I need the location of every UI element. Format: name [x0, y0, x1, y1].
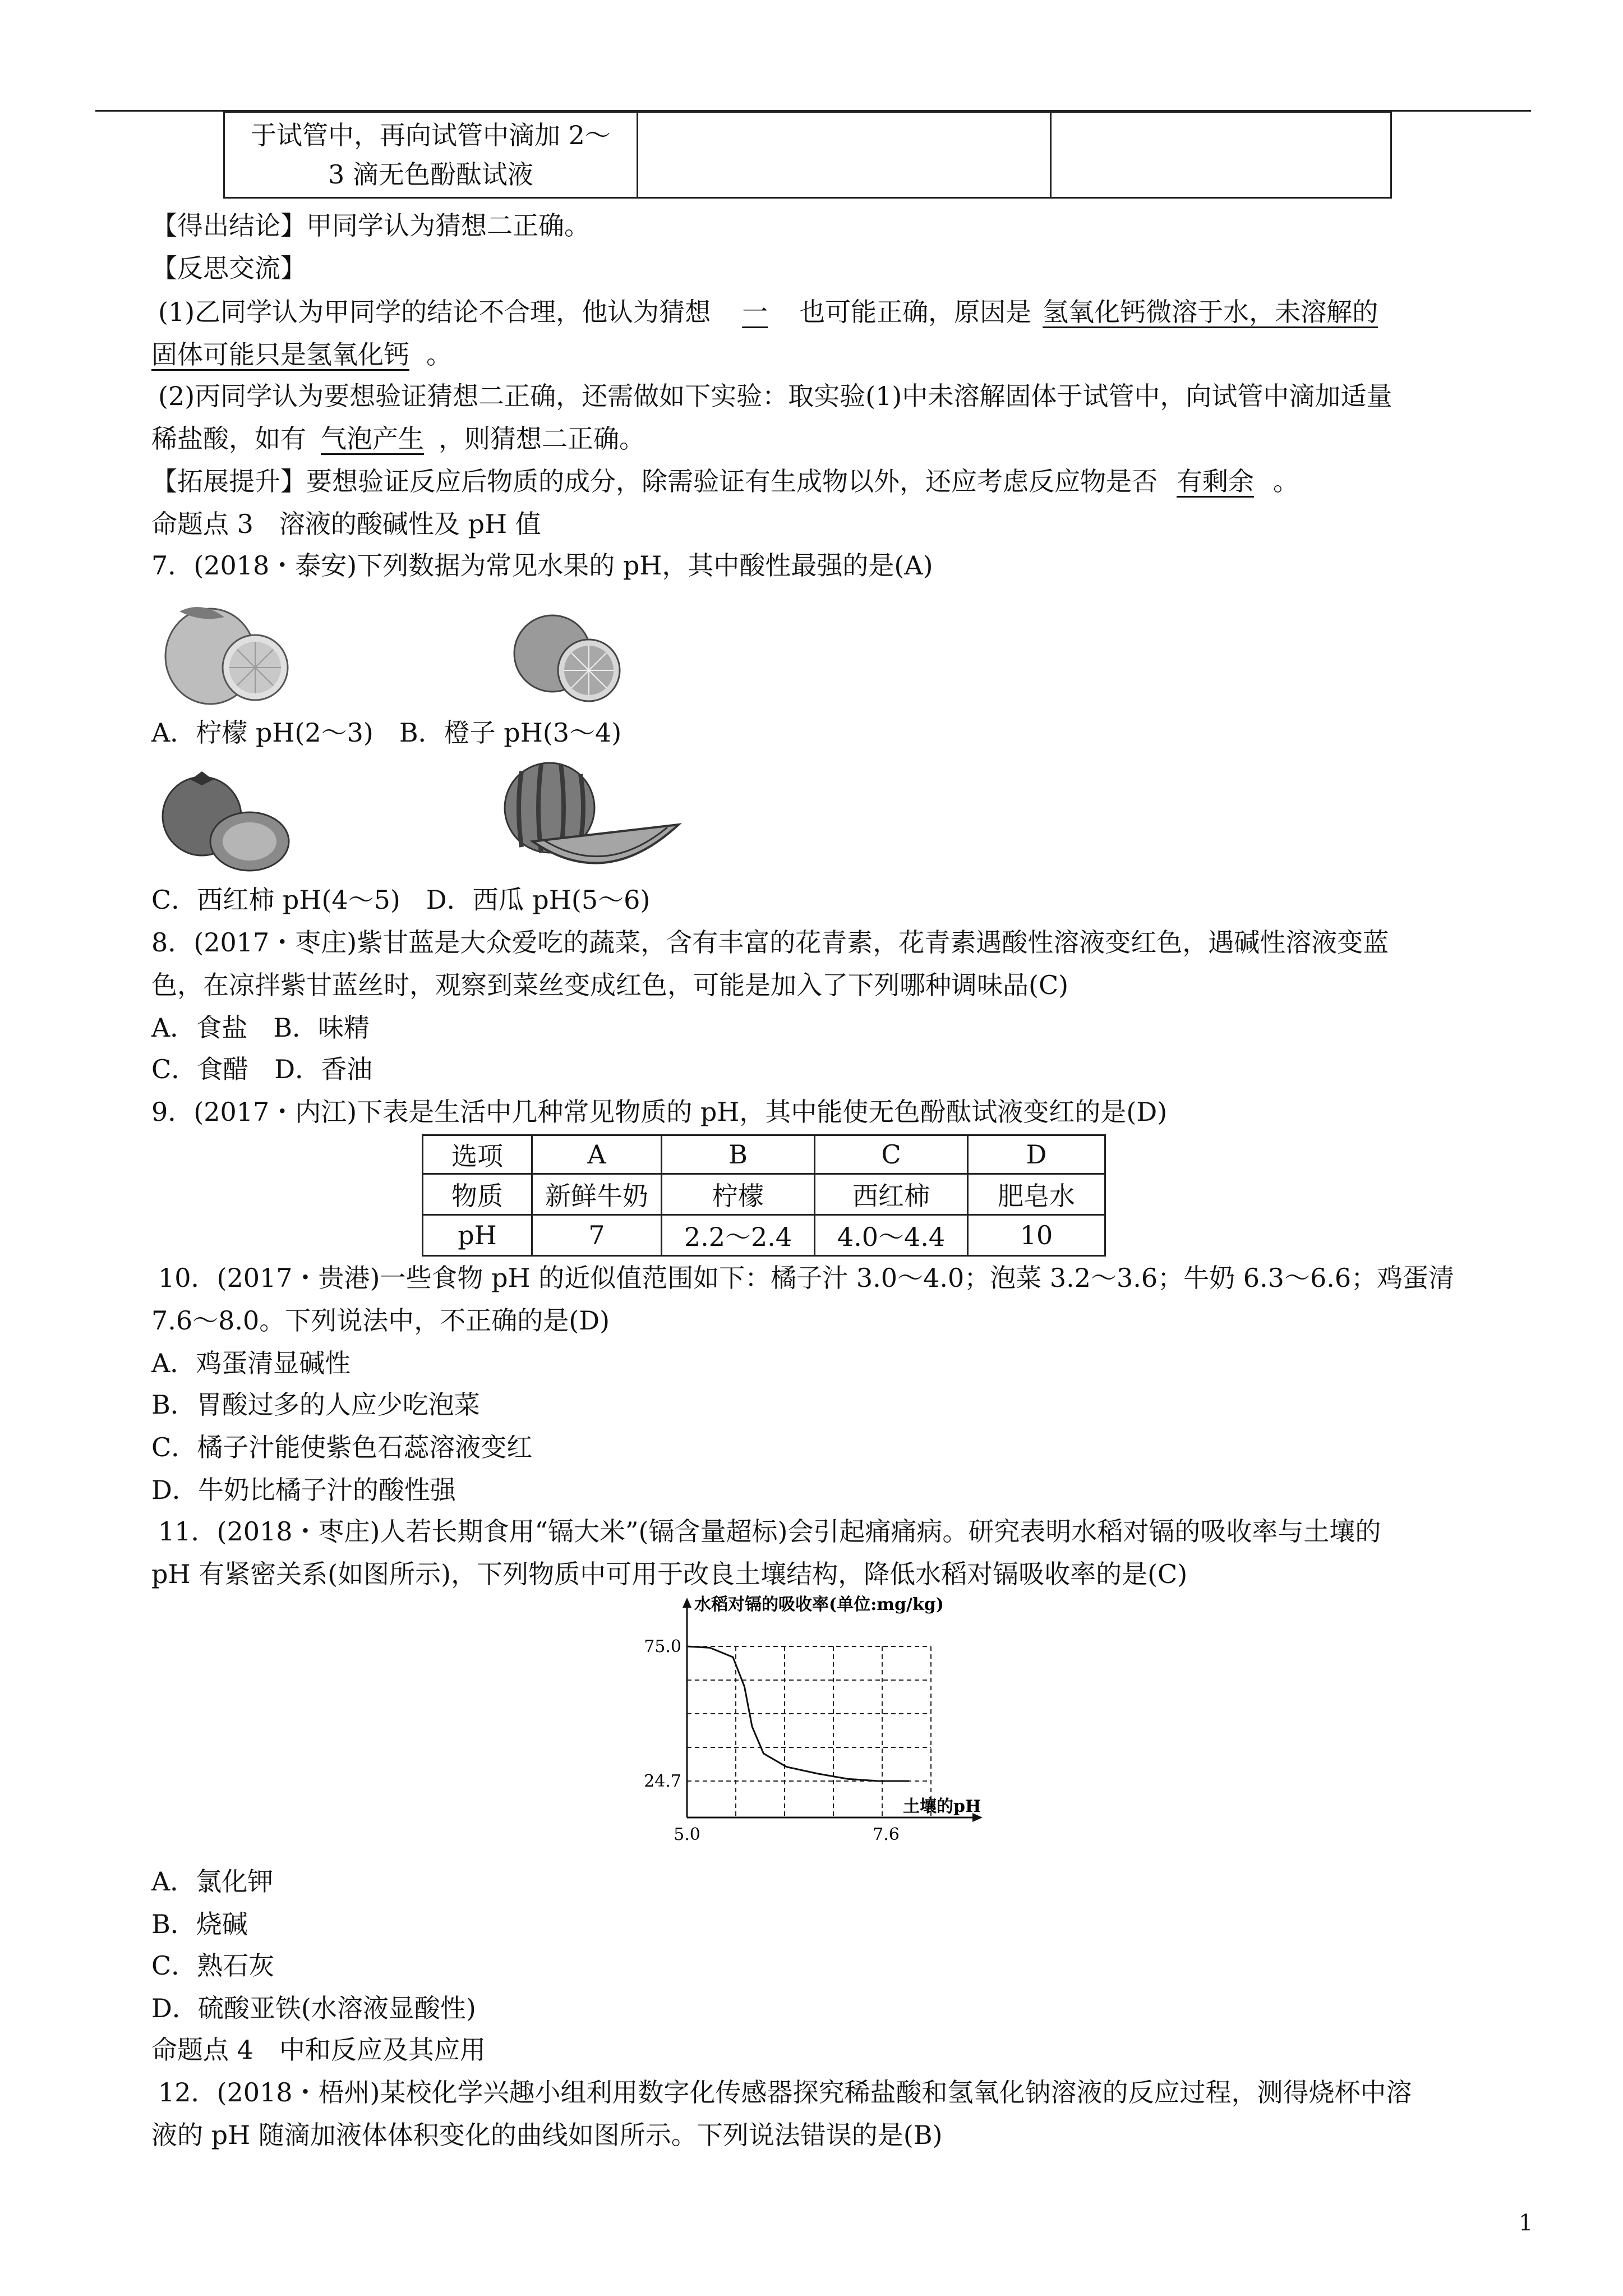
question-12-line2: 液的 pH 随滴加液体体积变化的曲线如图所示。下列说法错误的是(B) — [151, 2120, 943, 2150]
x-tick-label: 7.6 — [873, 1825, 900, 1844]
table-cell-conclusion — [1051, 112, 1391, 198]
orange-image — [510, 606, 623, 707]
question-11-line1: 11．(2018・枣庄)人若长期食用“镉大米”(镉含量超标)会引起痛痛病。研究表明水稻对镉的吸收率与土壤的 — [158, 1516, 1381, 1547]
question-11-line2: pH 有紧密关系(如图所示)，下列物质中可用于改良土壤结构，降低水稻对镉吸收率的是(C) — [151, 1559, 1188, 1589]
table-cell: D — [968, 1135, 1105, 1174]
x-tick-label: 5.0 — [674, 1825, 700, 1844]
answer-blank: 气泡产生 — [321, 424, 424, 454]
text: 也可能正确，原因是 — [799, 297, 1032, 327]
answer-blank: 有剩余 — [1177, 466, 1254, 496]
y-axis-label: 水稻对镉的吸收率(单位:mg/kg) — [694, 1595, 944, 1614]
table-cell: 10 — [968, 1215, 1105, 1256]
y-tick-label: 75.0 — [644, 1637, 681, 1657]
section-label: 【拓展提升】 — [151, 466, 306, 496]
table-cell: B — [662, 1135, 815, 1174]
table-cell: 西红柿 — [815, 1174, 968, 1215]
lemon-image — [157, 595, 292, 707]
chart-grid — [687, 1646, 931, 1818]
y-axis-arrow — [683, 1598, 691, 1608]
conclusion-text: 甲同学认为猜想二正确。 — [306, 210, 590, 241]
y-tick-label: 24.7 — [644, 1772, 681, 1791]
text: (1)乙同学认为甲同学的结论不合理，他认为猜想 — [158, 297, 711, 327]
table-cell: 肥皂水 — [968, 1174, 1105, 1215]
table-cell: 物质 — [423, 1174, 532, 1215]
question-8-line2: 色，在凉拌紫甘蓝丝时，观察到菜丝变成红色，可能是加入了下列哪种调味品(C) — [151, 970, 1069, 1000]
question-11-option-d: D．硫酸亚铁(水溶液显酸性) — [151, 1993, 476, 2023]
table-cell: 新鲜牛奶 — [532, 1174, 662, 1215]
text: ，则猜想二正确。 — [439, 424, 645, 454]
text: 稀盐酸，如有 — [151, 424, 306, 454]
question-7-stem: 7．(2018・泰安)下列数据为常见水果的 pH，其中酸性最强的是(A) — [151, 550, 933, 581]
question-10-line1: 10．(2017・贵港)一些食物 pH 的近似值范围如下：橘子汁 3.0～4.0；泡菜 3.2～3.6；牛奶 6.3～6.6；鸡蛋清 — [158, 1263, 1455, 1293]
table-cell: 7 — [532, 1215, 662, 1256]
answer-blank: 氢氧化钙微溶于水，未溶解的 — [1043, 297, 1378, 327]
table-cell: A — [532, 1135, 662, 1174]
x-axis-label: 土壤的pH — [903, 1797, 981, 1816]
table-cell: 柠檬 — [662, 1174, 815, 1215]
reflection-q2-line2 — [151, 417, 1525, 460]
watermelon-image — [499, 757, 684, 875]
table-cell-operation — [224, 112, 638, 198]
question-10-option-d: D．牛奶比橘子汁的酸性强 — [151, 1475, 456, 1505]
section-heading-3: 命题点 3 溶液的酸碱性及 pH 值 — [151, 509, 541, 539]
question-10-line2: 7.6～8.0。下列说法中，不正确的是(D) — [151, 1305, 610, 1336]
table-cell: 2.2～2.4 — [662, 1215, 815, 1256]
reflection-label: 【反思交流】 — [151, 253, 306, 283]
ph-table — [422, 1134, 1106, 1257]
experiment-table-fragment — [223, 111, 1392, 199]
question-9-stem: 9．(2017・内江)下表是生活中几种常见物质的 pH，其中能使无色酚酞试液变红的是(D) — [151, 1097, 1168, 1127]
table-cell: 选项 — [423, 1135, 532, 1174]
question-10-option-b: B．胃酸过多的人应少吃泡菜 — [151, 1389, 480, 1420]
table-row — [423, 1174, 1105, 1215]
table-cell-line: 于试管中，再向试管中滴加 2～ — [251, 120, 611, 150]
question-10-option-c: C．橘子汁能使紫色石蕊溶液变红 — [151, 1432, 533, 1462]
tomato-image — [157, 763, 292, 875]
question-11-option-b: B．烧碱 — [151, 1909, 248, 1939]
text: 要想验证反应后物质的成分，除需验证有生成物以外，还应考虑反应物是否 — [306, 466, 1158, 496]
question-12-line1: 12．(2018・梧州)某校化学兴趣小组利用数字化传感器探究稀盐酸和氢氧化钠溶液的反应过程，测得烧杯中溶 — [158, 2077, 1412, 2108]
question-11-option-c: C．熟石灰 — [151, 1950, 275, 1981]
table-cell-phenomenon — [638, 112, 1051, 198]
table-cell: C — [815, 1135, 968, 1174]
section-label: 【得出结论】 — [151, 210, 306, 241]
cadmium-absorption-chart — [594, 1593, 1054, 1851]
table-cell: 4.0～4.4 — [815, 1215, 968, 1256]
reflection-q1-line1 — [158, 291, 1532, 333]
question-7-options-cd: C．西红柿 pH(4～5) D．西瓜 pH(5～6) — [151, 885, 651, 915]
reflection-q2-line1: (2)丙同学认为要想验证猜想二正确，还需做如下实验：取实验(1)中未溶解固体于试管中，向试管中滴加适量 — [158, 381, 1393, 411]
question-10-option-a: A．鸡蛋清显碱性 — [151, 1348, 351, 1378]
table-cell: pH — [423, 1215, 532, 1256]
question-8-options-cd: C．食醋 D．香油 — [151, 1054, 373, 1084]
text: 。 — [426, 339, 452, 370]
page-number: 1 — [1519, 2210, 1533, 2236]
conclusion-line — [151, 204, 1525, 247]
question-11-option-a: A．氯化钾 — [151, 1866, 274, 1897]
question-8-line1: 8．(2017・枣庄)紫甘蓝是大众爱吃的蔬菜，含有丰富的花青素，花青素遇酸性溶液变红色，遇碱性溶液变蓝 — [151, 927, 1389, 958]
text: 。 — [1273, 466, 1299, 496]
reflection-q1-line2 — [151, 333, 1525, 376]
answer-blank: 固体可能只是氢氧化钙 — [151, 339, 409, 370]
extension-line — [151, 460, 1525, 503]
question-7-options-ab: A．柠檬 pH(2～3) B．橙子 pH(3～4) — [151, 717, 622, 748]
question-8-options-ab: A．食盐 B．味精 — [151, 1013, 370, 1043]
table-cell-line: 3 滴无色酚酞试液 — [328, 159, 533, 190]
section-heading-4: 命题点 4 中和反应及其应用 — [151, 2035, 486, 2065]
table-row — [423, 1135, 1105, 1174]
answer-blank: 一 — [742, 297, 768, 327]
table-row — [423, 1215, 1105, 1256]
